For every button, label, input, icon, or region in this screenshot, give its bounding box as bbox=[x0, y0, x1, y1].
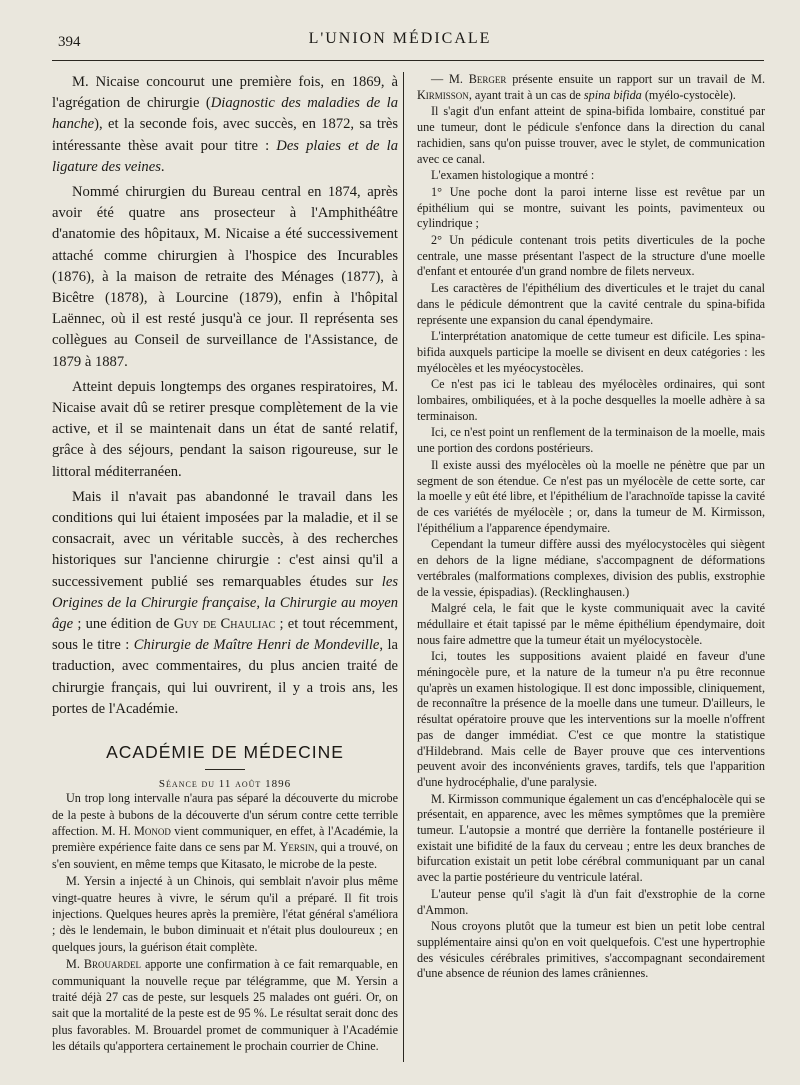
page-header bbox=[0, 26, 800, 56]
paragraph: Malgré cela, le fait que le kyste communiquait avec la cavité médullaire et était tapissé par le même épithélium épendymaire, doit nous faire admettre que la tumeur était un myélocystocèle. bbox=[417, 601, 765, 647]
paragraph: Ce n'est pas ici le tableau des myélocèles ordinaires, qui sont lombaires, ombiliquées, et à la poche desquelles la moelle adhère à sa terminaison. bbox=[417, 377, 765, 423]
paragraph: — M. Berger présente ensuite un rapport sur un travail de M. Kirmisson, ayant trait à un cas de spina bifida (myélo-cystocèle). bbox=[417, 72, 765, 102]
paragraph: L'interprétation anatomique de cette tumeur est dificile. Les spina-bifida auxquels participe la moelle se divisent en deux catégories : les myélocèles et les myéocystocèles. bbox=[417, 329, 765, 375]
paragraph: Ici, toutes les suppositions avaient plaidé en faveur d'une méningocèle pure, et la nature de la tumeur n'a pu être reconnue qu'après un examen histologique. Il est donc impossible, cliniquement, de reconnaître la présence de la moelle dans une tumeur. D'ailleurs, le résultat opératoire prouve que les interventions sur la moelle n'offrent pas de danger immédiat. C'est ce que montre la statistique d'Hildebrand. Mais celle de Bayer prouve que ces interventions peuvent avoir des inconvénients graves, tardifs, tels que l'apparition d'une hydrocéphalie, d'une paralysie. bbox=[417, 649, 765, 789]
section-rule bbox=[205, 769, 245, 770]
paragraph: Nous croyons plutôt que la tumeur est bien un petit lobe central supplémentaire ainsi qu'on en voit quelquefois. C'est une hypertrophie des vésicules cérébrales primitives, s'accompagnant secondairement d'une absence de réunion des lames crâniennes. bbox=[417, 919, 765, 981]
paragraph: L'examen histologique a montré : bbox=[431, 168, 595, 183]
paragraph: Les caractères de l'épithélium des diverticules et le trajet du canal dans le pédicule démontrent que la cavité centrale du spina-bifida représente une expansion du canal épendymaire. bbox=[417, 281, 765, 327]
obituary-text bbox=[52, 72, 398, 720]
right-column bbox=[417, 72, 765, 982]
paragraph: Il s'agit d'un enfant atteint de spina-bifida lombaire, constitué par une tumeur, dont le pédicule s'enfonce dans la direction du canal rachidien, sans qu'on puisse trouver, avec le stylet, de communication avec ce canal. bbox=[417, 104, 765, 166]
session-date: Séance du 11 août 1896 bbox=[158, 778, 292, 791]
paragraph: Mais il n'avait pas abandonné le travail dans les conditions qui lui étaient imposées par la maladie, et il se consacrait, avec un véritable succès, à des recherches historiques sur l'ancienne chirurgie : c'est ainsi qu'il a successivement publié ses remarquables études sur les Origines de la Chirurgie française, la Chirurgie au moyen âge ; une édition de Guy de Chauliac ; et tout récemment, sous le titre : Chirurgie de Maître Henri de Mondeville, la traduction, avec commentaires, du plus ancien traité de chirurgie français, qui lui ouvrirent, il y a trois ans, les portes de l'Académie. bbox=[52, 488, 398, 717]
paragraph: Ici, ce n'est point un renflement de la terminaison de la moelle, mais une portion des cordons postérieurs. bbox=[417, 425, 765, 456]
paragraph: Un trop long intervalle n'aura pas séparé la découverte du microbe de la peste à bubons de la découverte d'un sérum contre cette terrible affection. M. H. Monod vient communiquer, en effet, à l'Académie, la première expérience faite dans ce sens par M. Yersin, qui a trouvé, on s'en souvient, en même temps que Kitasato, le microbe de la peste. bbox=[52, 791, 398, 871]
column-divider bbox=[403, 72, 404, 1062]
paragraph: L'auteur pense qu'il s'agit là d'un fait d'exstrophie de la corne d'Ammon. bbox=[417, 886, 765, 917]
paragraph: M. Yersin a injecté à un Chinois, qui semblait n'avoir plus même vingt-quatre heures à vivre, le sérum qu'il a préparé. Il fit trois injections. Quelques heures après la première, l'état général s'améliora ; dès le lendemain, le bubon diminuait et n'était plus douloureux ; en quelques jours, la guérison était complète. bbox=[52, 874, 398, 954]
academy-report-continued bbox=[417, 72, 765, 982]
paragraph: M. Brouardel apporte une confirmation à ce fait remarquable, en communiquant la nouvelle reçue par télégramme, que M. Yersin a traité déjà 27 cas de peste, sur lesquels 25 malades ont guéri. Or, on sait que la mortalité de la peste est de 95 %. Le résultat serait donc des plus favorables. M. Brouardel promet de communiquer à l'Académie les détails qu'apportera certainement le prochain courrier de Chine. bbox=[52, 957, 399, 1054]
paragraph: Cependant la tumeur diffère aussi des myélocystocèles qui siègent en dehors de la ligne médiane, s'accompagnent de déformations vertébrales (malformations complexes, division des publis, exstrophie de la vessie, épispadias). (Recklinghausen.) bbox=[417, 537, 765, 599]
header-rule bbox=[52, 60, 764, 61]
paragraph: 1° Une poche dont la paroi interne lisse est revêtue par un épithélium qui se montre, suivant les points, pavimenteux ou cylindrique ; bbox=[417, 184, 765, 231]
section-title: ACADÉMIE DE MÉDECINE bbox=[106, 742, 344, 763]
paragraph: Nommé chirurgien du Bureau central en 1874, après avoir été quatre ans prosecteur à l'Amphithéâtre d'anatomie des hôpitaux, M. Nicaise a été successivement attaché comme chirurgien à l'hospice des Incurables (1876), à la maison de retraite des Ménages (1877), à Bicêtre (1878), à Lourcine (1879), enfin à l'hôpital Laënnec, où il est resté jusqu'à ce jour. Il représenta ses collègues au Conseil de surveillance de l'Assistance, de 1879 à 1887. bbox=[52, 184, 398, 370]
paragraph: Il existe aussi des myélocèles où la moelle ne pénètre que par un segment de son étendue. Ce n'est pas un myélocèle de cette sorte, car la moelle y eût été libre, et l'épithélium de l'arachnoïde tapisse la cavité de ces variétés de myélocèle ; or, dans la tumeur de M. Kirmisson, l'épithélium a l'apparence épendymaire. bbox=[417, 457, 765, 535]
left-column bbox=[52, 72, 398, 1055]
running-title: L'UNION MÉDICALE bbox=[308, 30, 492, 47]
paragraph: Atteint depuis longtemps des organes respiratoires, M. Nicaise avait dû se retirer presque complètement de la vie active, et il se maintenait dans un état de santé relatif, grâce à des séjours, pendant la saison rigoureuse, sur le littoral méditerranéen. bbox=[52, 378, 398, 480]
academy-report bbox=[52, 790, 398, 1055]
paragraph: 2° Un pédicule contenant trois petits diverticules de la poche centrale, une masse présentant l'aspect de la structure d'une moelle d'enfant et entourée d'un grand nombre de filets nerveux. bbox=[417, 233, 765, 279]
paragraph: M. Nicaise concourut une première fois, en 1869, à l'agrégation de chirurgie (Diagnostic des maladies de la hanche), et la seconde fois, avec succès, en 1872, sa très intéressante thèse avait pour titre : Des plaies et de la ligature des veines. bbox=[52, 74, 399, 175]
page-number: 394 bbox=[58, 34, 81, 50]
paragraph: M. Kirmisson communique également un cas d'encéphalocèle qui se présentait, en apparence, avec les mêmes symptômes que la première tumeur. L'autopsie a montré que derrière la fontanelle postérieure il existait une bifidité de la faux du cerveau ; entre les deux branches de bifurcation existait un petit lobe cérébral communiquant par un canal avec la partie postérieure du ventricule latéral. bbox=[417, 791, 765, 885]
